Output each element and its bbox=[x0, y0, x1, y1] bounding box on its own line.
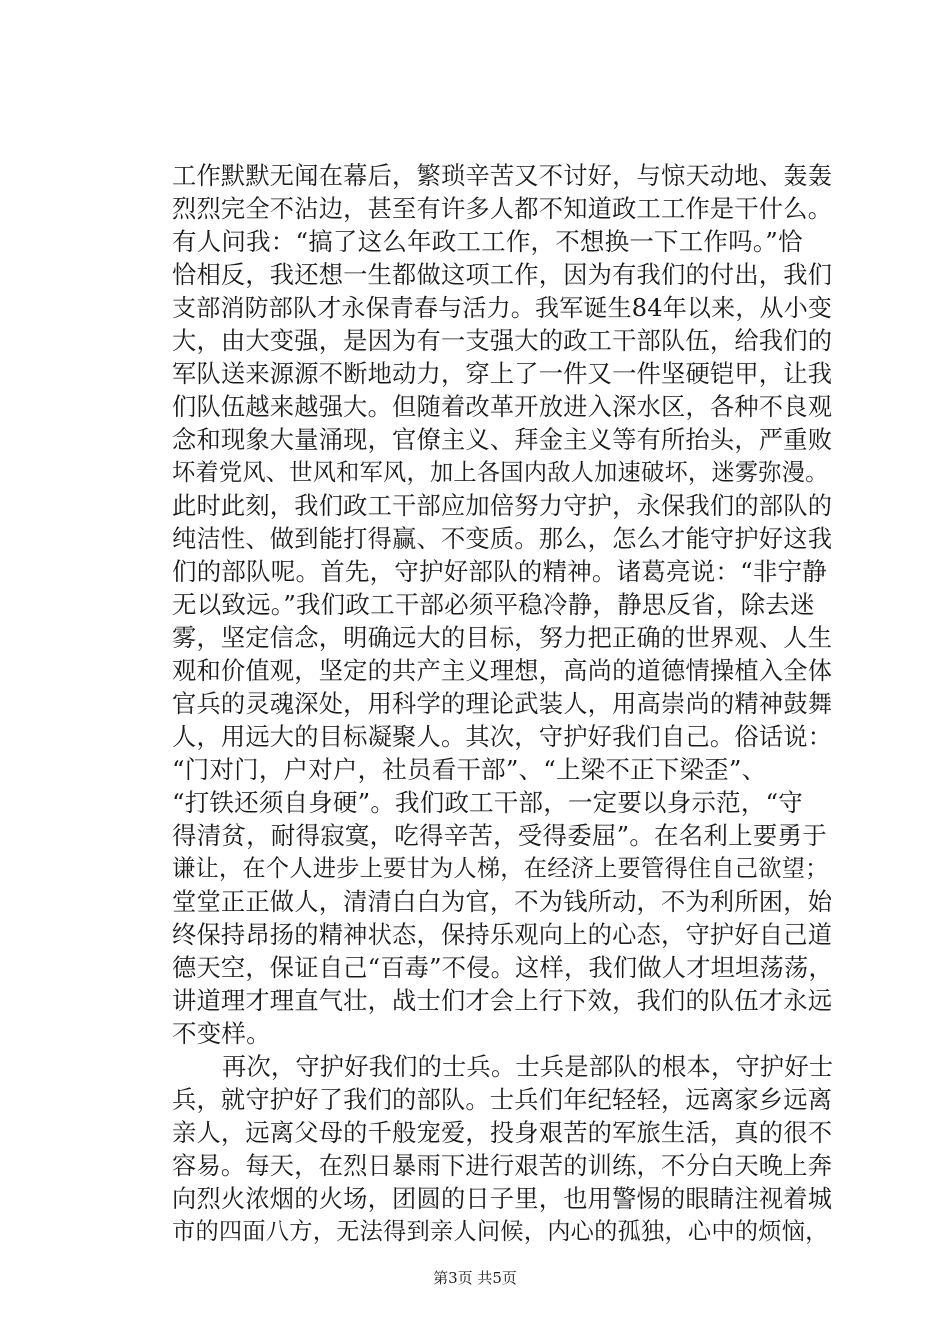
text-line: 观和价值观，坚定的共产主义理想，高尚的道德情操植入全体 bbox=[172, 656, 833, 685]
text-line: “门对门，户对户，社员看干部”、“上梁不正下梁歪”、 bbox=[172, 755, 767, 784]
text-line: 亲人，远离父母的千般宠爱，投身艰苦的军旅生活，真的很不 bbox=[172, 1118, 833, 1147]
text-line: 容易。每天，在烈日暴雨下进行艰苦的训练，不分白天晚上奔 bbox=[172, 1151, 833, 1180]
text-line: 讲道理才理直气壮，战士们才会上行下效，我们的队伍才永远 bbox=[172, 986, 833, 1015]
text-line: 支部消防部队才永保青春与活力。我军诞生84年以来，从小变 bbox=[172, 294, 833, 322]
text-line: 念和现象大量涌现，官僚主义、拜金主义等有所抬头，严重败 bbox=[172, 425, 833, 454]
text-line: 大，由大变强，是因为有一支强大的政工干部队伍，给我们的 bbox=[172, 326, 833, 355]
text-line: 不变样。 bbox=[172, 1019, 271, 1048]
text-line: 无以致远。”我们政工干部必须平稳冷静，静思反省，除去迷 bbox=[172, 590, 815, 619]
text-line: 雾，坚定信念，明确远大的目标，努力把正确的世界观、人生 bbox=[172, 623, 833, 652]
text-line: “打铁还须自身硬”。我们政工干部，一定要以身示范，“守 bbox=[172, 788, 803, 817]
paragraph-first-line: 再次，守护好我们的士兵。士兵是部队的根本，守护好士 bbox=[222, 1052, 834, 1081]
text-line: 工作默默无闻在幕后，繁琐辛苦又不讨好，与惊天动地、轰轰 bbox=[172, 161, 833, 190]
text-line: 恰相反，我还想一生都做这项工作，因为有我们的付出，我们 bbox=[172, 260, 833, 289]
text-line: 人，用远大的目标凝聚人。其次，守护好我们自己。俗话说： bbox=[172, 722, 833, 751]
text-line: 烈烈完全不沾边，甚至有许多人都不知道政工工作是干什么。 bbox=[172, 194, 833, 223]
text-line: 堂堂正正做人，清清白白为官，不为钱所动，不为利所困，始 bbox=[172, 887, 833, 916]
text-line: 们队伍越来越强大。但随着改革开放进入深水区，各种不良观 bbox=[172, 392, 833, 421]
text-line: 此时此刻，我们政工干部应加倍努力守护，永保我们的部队的 bbox=[172, 491, 833, 520]
text-line: 纯洁性、做到能打得赢、不变质。那么，怎么才能守护好这我 bbox=[172, 524, 833, 553]
text-line: 有人问我：“搞了这么年政工工作，不想换一下工作吗。”恰 bbox=[172, 227, 803, 256]
text-line: 德天空，保证自己“百毒”不侵。这样，我们做人才坦坦荡荡， bbox=[172, 953, 833, 982]
text-line: 兵，就守护好了我们的部队。士兵们年纪轻轻，远离家乡远离 bbox=[172, 1085, 833, 1114]
text-line: 们的部队呢。首先，守护好部队的精神。诸葛亮说：“非宁静 bbox=[172, 557, 827, 586]
page-footer: 第3页 共5页 bbox=[433, 1269, 517, 1287]
text-line: 军队送来源源不断地动力，穿上了一件又一件坚硬铠甲，让我 bbox=[172, 359, 833, 388]
text-line: 终保持昂扬的精神状态，保持乐观向上的心态，守护好自己道 bbox=[172, 920, 833, 949]
text-line: 向烈火浓烟的火场，团圆的日子里，也用警惕的眼睛注视着城 bbox=[172, 1184, 833, 1213]
text-line: 坏着党风、世风和军风，加上各国内敌人加速破坏，迷雾弥漫。 bbox=[172, 459, 829, 486]
text-line: 得清贫，耐得寂寞，吃得辛苦，受得委屈”。在名利上要勇于 bbox=[172, 821, 827, 850]
text-line: 官兵的灵魂深处，用科学的理论武装人，用高崇尚的精神鼓舞 bbox=[172, 689, 833, 718]
text-line: 市的四面八方，无法得到亲人问候，内心的孤独，心中的烦恼， bbox=[172, 1218, 829, 1245]
text-line: 谦让，在个人进步上要甘为人梯，在经济上要管得住自己欲望； bbox=[172, 855, 829, 882]
